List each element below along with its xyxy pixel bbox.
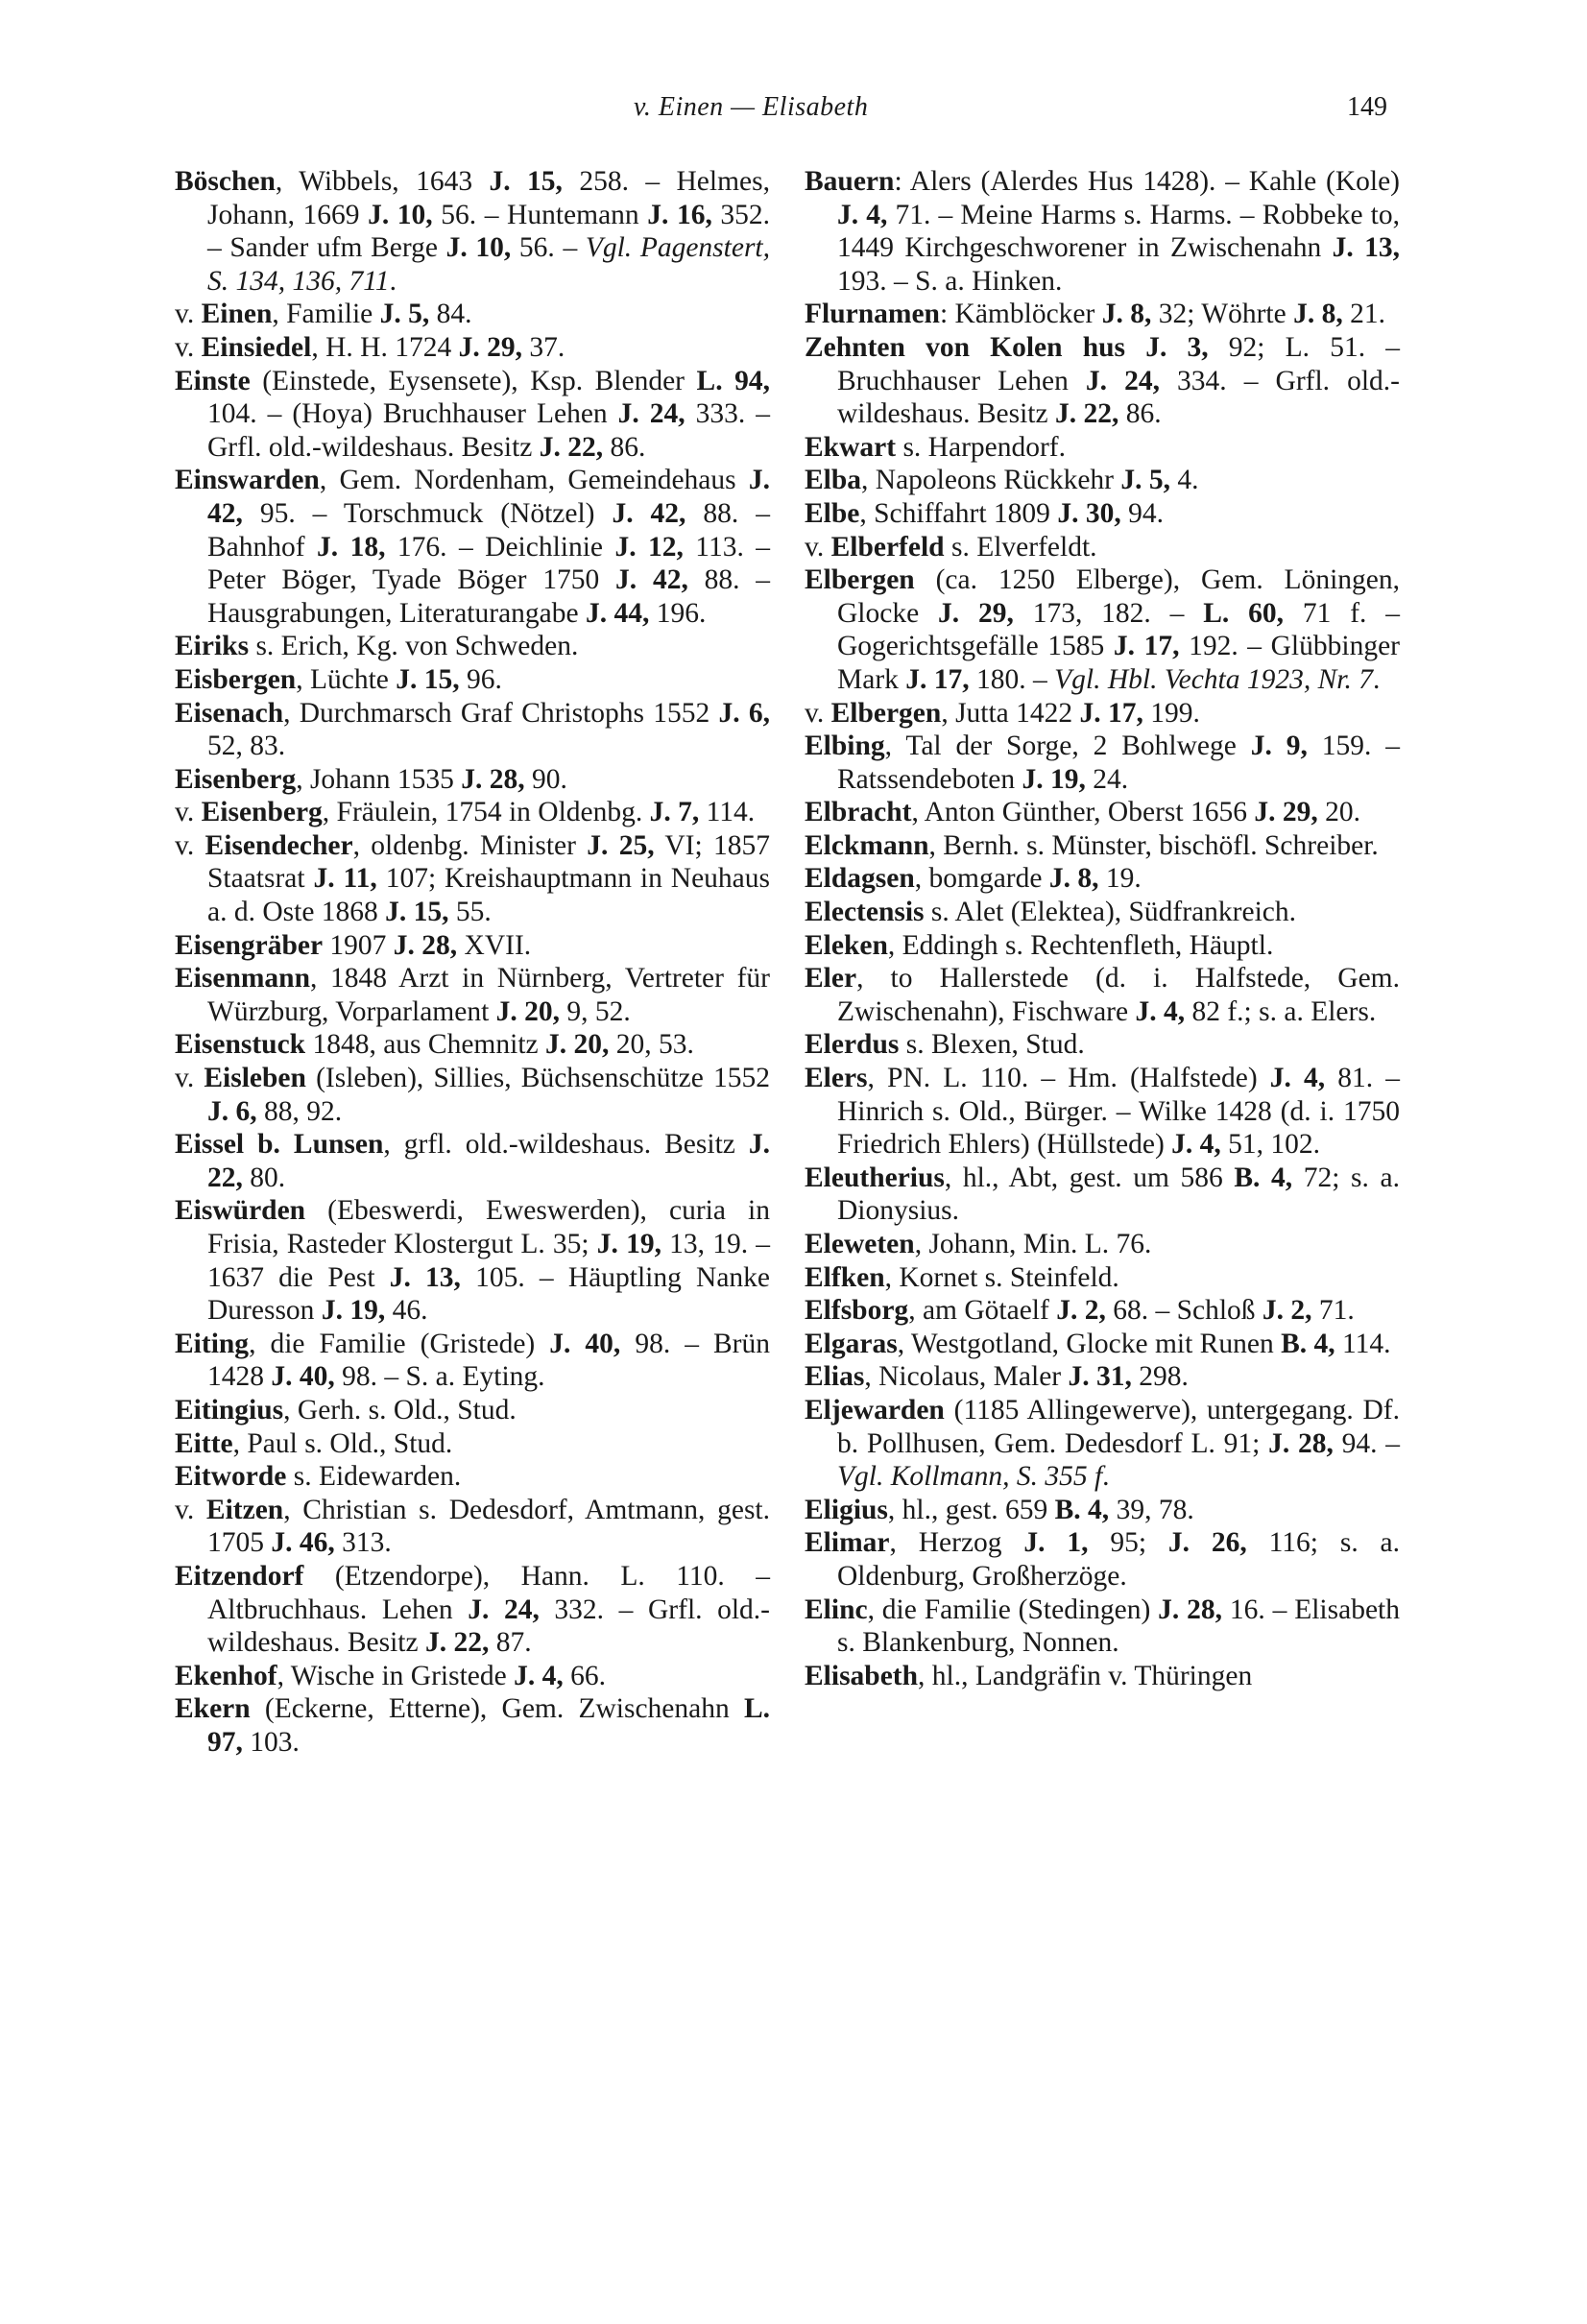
index-entry: Einswarden, Gem. Nordenham, Gemeindehaus J. 42, 95. – Torschmuck (Nötzel) J. 42, 88. – Bahnhof J. 18, 176. – Deichlinie J. 12, 113. – Peter Böger, Tyade Böger 1750 J. 42, 88. – Hausgrabungen, Literaturangabe J. 44, 196. [175, 465, 771, 629]
index-entry: Elerdus s. Blexen, Stud. [805, 1029, 1085, 1061]
index-entry: Elbe, Schiffahrt 1809 J. 30, 94. [805, 497, 1164, 529]
running-head: v. Einen — Elisabeth [634, 92, 869, 122]
index-entry: Elbergen (ca. 1250 Elberge), Gem. Löningen, Glocke J. 29, 173, 182. – L. 60, 71 f. – Gogerichtsgefälle 1585 J. 17, 192. – Glübbinger Mark J. 17, 180. – Vgl. Hbl. Vechta 1923, Nr. 7. [805, 564, 1401, 695]
index-entry: Bauern: Alers (Alerdes Hus 1428). – Kahle (Kole) J. 4, 71. – Meine Harms s. Harms. – Robbeke to, 1449 Kirchgeschworener in Zwischenahn J. 13, 193. – S. a. Hinken. [805, 166, 1401, 297]
index-entry: Eiting, die Familie (Gristede) J. 40, 98. – Brün 1428 J. 40, 98. – S. a. Eyting. [175, 1328, 771, 1393]
index-entry: Eisenmann, 1848 Arzt in Nürnberg, Vertreter für Würzburg, Vorparlament J. 20, 9, 52. [175, 963, 770, 1027]
index-entry: Eisenach, Durchmarsch Graf Christophs 1552 J. 6, 52, 83. [175, 697, 771, 762]
index-entry: Eisenberg, Johann 1535 J. 28, 90. [175, 763, 567, 795]
index-entry: Böschen, Wibbels, 1643 J. 15, 258. – Helmes, Johann, 1669 J. 10, 56. – Huntemann J. 16, 352. – Sander ufm Berge J. 10, 56. – Vgl. Pagenstert, S. 134, 136, 711. [175, 166, 771, 297]
index-entry: Eisbergen, Lüchte J. 15, 96. [175, 663, 502, 695]
index-entry: Elisabeth, hl., Landgräfin v. Thüringen [805, 1660, 1253, 1691]
index-entry: Eiriks s. Erich, Kg. von Schweden. [175, 631, 579, 662]
index-entry: Eisenstuck 1848, aus Chemnitz J. 20, 20, 53. [175, 1029, 694, 1061]
index-entry: Eitingius, Gerh. s. Old., Stud. [175, 1394, 517, 1426]
index-entry: Elckmann, Bernh. s. Münster, bischöfl. Schreiber. [805, 829, 1379, 861]
index-entry: Elfken, Kornet s. Steinfeld. [805, 1261, 1119, 1293]
index-entry: Eissel b. Lunsen, grfl. old.-wildeshaus. Besitz J. 22, 80. [175, 1129, 770, 1193]
index-entry: Elbing, Tal der Sorge, 2 Bohlwege J. 9, 159. – Ratssendeboten J. 19, 24. [805, 731, 1401, 795]
index-entry: Flurnamen: Kämblöcker J. 8, 32; Wöhrte J. 8, 21. [805, 299, 1385, 330]
index-entry: v. Eisenberg, Fräulein, 1754 in Oldenbg. J. 7, 114. [175, 797, 756, 828]
index-entry: v. Einsiedel, H. H. 1724 J. 29, 37. [175, 331, 565, 363]
right-column [805, 165, 1400, 1692]
index-entry: Eljewarden (1185 Allingewerve), untergegang. Df. b. Pollhusen, Gem. Dedesdorf L. 91; J. 28, 94. – Vgl. Kollmann, S. 355 f. [805, 1394, 1400, 1493]
index-entry: v. Eitzen, Christian s. Dedesdorf, Amtmann, gest. 1705 J. 46, 313. [175, 1494, 770, 1559]
index-entry: Eitte, Paul s. Old., Stud. [175, 1427, 453, 1459]
index-entry: Elinc, die Familie (Stedingen) J. 28, 16. – Elisabeth s. Blankenburg, Nonnen. [805, 1593, 1400, 1659]
index-entry: Eitzendorf (Etzendorpe), Hann. L. 110. – Altbruchhaus. Lehen J. 24, 332. – Grfl. old.-wildeshaus. Besitz J. 22, 87. [175, 1560, 771, 1659]
left-column [175, 165, 770, 1760]
index-entry: Elers, PN. L. 110. – Hm. (Halfstede) J. 4, 81. – Hinrich s. Old., Bürger. – Wilke 1428 (d. i. 1750 Friedrich Ehlers) (Hüllstede) J. 4, 51, 102. [805, 1063, 1401, 1161]
index-entry: Eisengräber 1907 J. 28, XVII. [175, 929, 532, 961]
index-entry: Eldagsen, bomgarde J. 8, 19. [805, 863, 1142, 895]
index-entry: Ekenhof, Wische in Gristede J. 4, 66. [175, 1660, 606, 1691]
index-entry: Eligius, hl., gest. 659 B. 4, 39, 78. [805, 1494, 1194, 1525]
index-entry: Ekern (Eckerne, Etterne), Gem. Zwischenahn L. 97, 103. [175, 1693, 770, 1758]
index-entry: Elgaras, Westgotland, Glocke mit Runen B. 4, 114. [805, 1328, 1391, 1359]
index-entry: Eiswürden (Ebeswerdi, Eweswerden), curia in Frisia, Rasteder Klostergut L. 35; J. 19, 13, 19. – 1637 die Pest J. 13, 105. – Häuptling Nanke Duresson J. 19, 46. [175, 1195, 771, 1327]
page-header [0, 92, 1587, 131]
index-entry: Elimar, Herzog J. 1, 95; J. 26, 116; s. a. Oldenburg, Großherzöge. [805, 1527, 1401, 1592]
index-entry: Zehnten von Kolen hus J. 3, 92; L. 51. – Bruchhauser Lehen J. 24, 334. – Grfl. old.-wildeshaus. Besitz J. 22, 86. [805, 331, 1401, 430]
index-entry: Eler, to Hallerstede (d. i. Halfstede, Gem. Zwischenahn), Fischware J. 4, 82 f.; s. a. Elers. [805, 963, 1400, 1027]
index-entry: Elbracht, Anton Günther, Oberst 1656 J. 29, 20. [805, 797, 1360, 828]
index-entry: Eleutherius, hl., Abt, gest. um 586 B. 4, 72; s. a. Dionysius. [805, 1162, 1400, 1227]
index-entry: v. Einen, Familie J. 5, 84. [175, 299, 472, 330]
index-entry: v. Eisendecher, oldenbg. Minister J. 25, VI; 1857 Staatsrat J. 11, 107; Kreishauptmann in Neuhaus a. d. Oste 1868 J. 15, 55. [175, 829, 770, 928]
index-entry: Electensis s. Alet (Elektea), Südfrankreich. [805, 897, 1297, 928]
index-entry: v. Eisleben (Isleben), Sillies, Büchsenschütze 1552 J. 6, 88, 92. [175, 1063, 770, 1127]
index-entry: Elfsborg, am Götaelf J. 2, 68. – Schloß J. 2, 71. [805, 1295, 1355, 1327]
index-entry: Einste (Einstede, Eysensete), Ksp. Blender L. 94, 104. – (Hoya) Bruchhauser Lehen J. 24, 333. – Grfl. old.-wildeshaus. Besitz J. 22, 86. [175, 365, 771, 463]
index-entry: v. Elbergen, Jutta 1422 J. 17, 199. [805, 697, 1200, 729]
index-entry: v. Elberfeld s. Elverfeldt. [805, 531, 1097, 563]
page-number: 149 [1347, 92, 1387, 122]
index-entry: Eitworde s. Eidewarden. [175, 1461, 462, 1493]
index-entry: Eleweten, Johann, Min. L. 76. [805, 1229, 1152, 1259]
index-entry: Elias, Nicolaus, Maler J. 31, 298. [805, 1361, 1189, 1393]
index-entry: Ekwart s. Harpendorf. [805, 431, 1067, 463]
index-entry: Elba, Napoleons Rückkehr J. 5, 4. [805, 465, 1199, 496]
index-entry: Eleken, Eddingh s. Rechtenfleth, Häuptl. [805, 929, 1274, 961]
